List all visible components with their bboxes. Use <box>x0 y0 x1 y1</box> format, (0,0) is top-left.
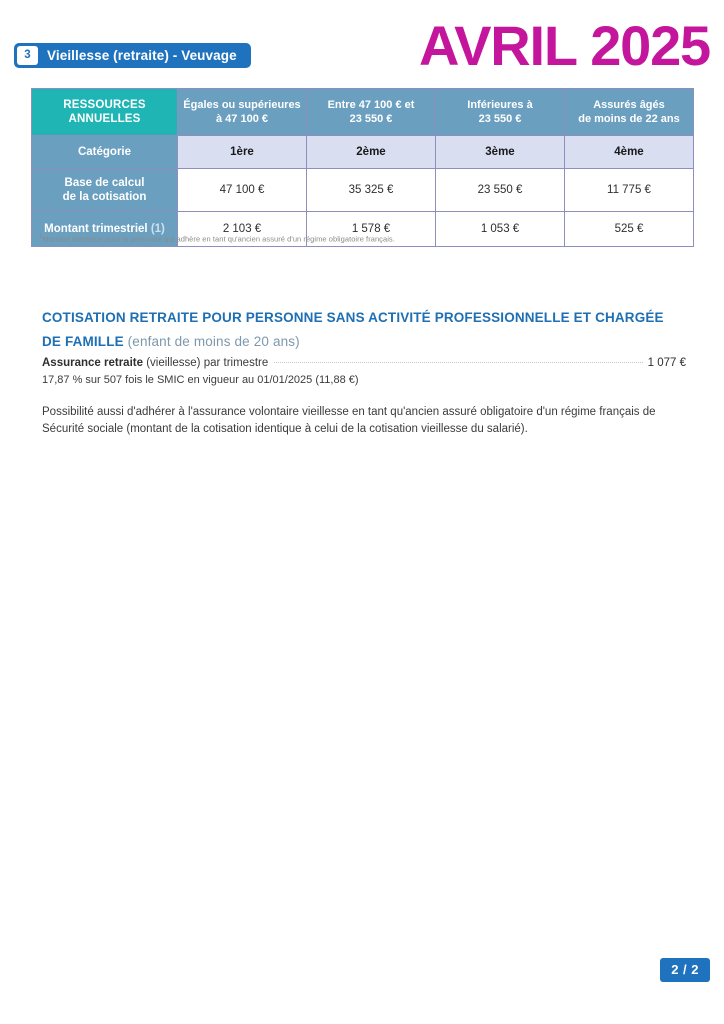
cotisation-line-label-rest: (vieillesse) par trimestre <box>143 357 269 369</box>
cell-categorie-2: 2ème <box>307 136 436 169</box>
column-header-2-line2: 23 550 € <box>349 113 393 125</box>
cell-montant-4: 525 € <box>565 212 694 247</box>
cell-categorie-4: 4ème <box>565 136 694 169</box>
row-label-base-calcul-line1: Base de calcul <box>64 176 145 189</box>
cell-base-calcul-4: 11 775 € <box>565 169 694 212</box>
table-row <box>32 136 694 169</box>
cell-categorie-1: 1ère <box>178 136 307 169</box>
page-number-badge: 2 / 2 <box>660 958 710 982</box>
column-header-4-line2: de moins de 22 ans <box>578 113 680 125</box>
column-header-3 <box>436 89 565 136</box>
column-header-3-line2: 23 550 € <box>478 113 522 125</box>
document-header <box>0 14 724 86</box>
column-header-1 <box>178 89 307 136</box>
column-header-4-line1: Assurés âgés <box>593 98 665 111</box>
cotisation-line-label-bold: Assurance retraite <box>42 357 143 369</box>
dotted-leader <box>274 361 642 363</box>
page-title: AVRIL 2025 <box>419 14 710 77</box>
table-header-row <box>32 89 694 136</box>
cotisation-line-label <box>42 357 268 369</box>
table-footnote <box>39 234 395 244</box>
cell-montant-1: 2 103 € <box>178 212 307 247</box>
cell-montant-2: 1 578 € <box>307 212 436 247</box>
table-row <box>32 169 694 212</box>
cotisation-paragraph: Possibilité aussi d'adhérer à l'assurance volontaire vieillesse en tant qu'ancien assuré obligatoire d'un régime français de Sécurité sociale (montant de la cotisation identique à celui de la cotisation vieillesse du salarié). <box>42 406 656 436</box>
column-header-1-line2: à 47 100 € <box>216 113 268 125</box>
row-label-base-calcul-line2: de la cotisation <box>62 191 147 203</box>
rates-table <box>31 88 694 247</box>
column-header-3-line1: Inférieures à <box>467 98 533 111</box>
cotisation-line-item <box>42 357 686 369</box>
section-title: Vieillesse (retraite) - Veuvage <box>47 48 237 63</box>
rates-table-container <box>31 88 693 247</box>
column-header-2-line1: Entre 47 100 € et <box>327 98 415 111</box>
cell-base-calcul-2: 35 325 € <box>307 169 436 212</box>
row-label-montant-note-ref: (1) <box>150 222 165 235</box>
cotisation-section-heading <box>42 306 682 353</box>
cotisation-heading-sub: (enfant de moins de 20 ans) <box>127 333 300 349</box>
cotisation-line-value: 1 077 € <box>647 357 686 369</box>
cell-base-calcul-3: 23 550 € <box>436 169 565 212</box>
section-number-badge: 3 <box>17 46 38 65</box>
row-label-categorie-text: Catégorie <box>77 145 132 158</box>
table-corner-header <box>32 89 178 136</box>
cell-categorie-3: 3ème <box>436 136 565 169</box>
corner-label-line1: RESSOURCES <box>63 98 146 111</box>
row-label-base-calcul <box>32 169 178 212</box>
cotisation-line-subtext: 17,87 % sur 507 fois le SMIC en vigueur au 01/01/2025 (11,88 €) <box>42 374 359 386</box>
cotisation-heading-main: COTISATION RETRAITE POUR PERSONNE SANS ACTIVITÉ PROFESSIONNELLE ET CHARGÉE DE FAMILLE <box>42 310 664 349</box>
cell-base-calcul-1: 47 100 € <box>178 169 307 212</box>
footnote-marker: 1 <box>39 234 43 240</box>
row-label-categorie <box>32 136 178 169</box>
column-header-1-line1: Égales ou supérieures <box>183 98 301 111</box>
cell-montant-3: 1 053 € <box>436 212 565 247</box>
corner-label-line2: ANNUELLES <box>68 113 141 125</box>
column-header-2 <box>307 89 436 136</box>
column-header-4 <box>565 89 694 136</box>
section-banner <box>14 43 251 68</box>
row-label-montant-trimestriel-text: Montant trimestriel <box>44 222 148 235</box>
footnote-text: Montant identique pour la personne qui adhère en tant qu'ancien assuré d'un régime obligatoire français. <box>42 234 395 244</box>
